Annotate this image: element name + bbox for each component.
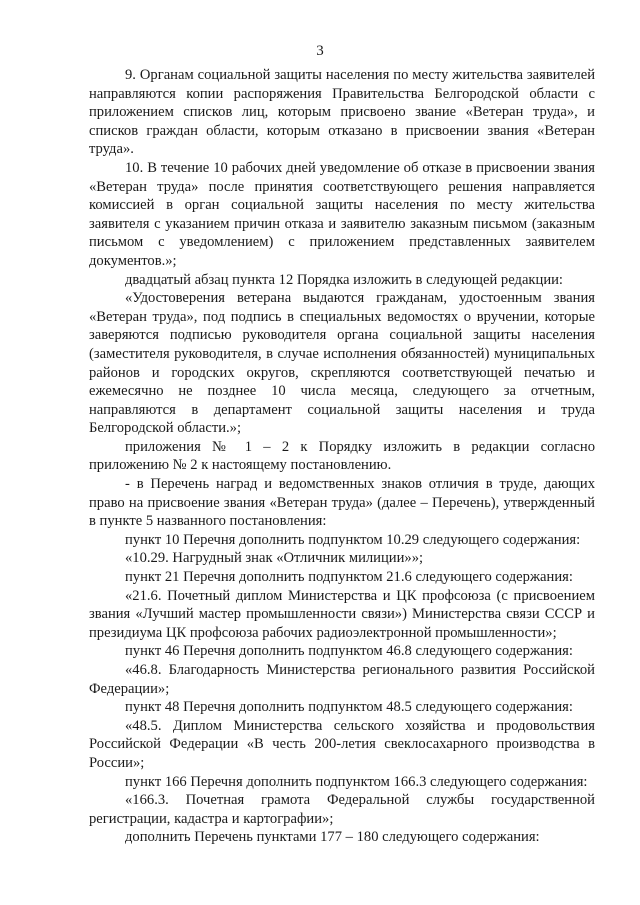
paragraph-subpoint-166-3: «166.3. Почетная грамота Федеральной службы государственной регистрации, кадастра и картографии»;	[89, 792, 595, 827]
paragraph-point-166: пункт 166 Перечня дополнить подпунктом 166.3 следующего содержания:	[125, 773, 588, 790]
paragraph-point-10: пункт 10 Перечня дополнить подпунктом 10.29 следующего содержания:	[125, 531, 581, 548]
paragraph-subpoint-46-8: «46.8. Благодарность Министерства регионального развития Российской Федерации»;	[89, 662, 595, 697]
paragraph-points-177-180: дополнить Перечень пунктами 177 – 180 следующего содержания:	[125, 829, 540, 846]
paragraph-point-48: пункт 48 Перечня дополнить подпунктом 48.5 следующего содержания:	[125, 699, 573, 716]
paragraph-subpoint-48-5: «48.5. Диплом Министерства сельского хозяйства и продовольствия Российской Федерации «В честь 200-летия свеклосахарного производства в России»;	[89, 717, 595, 771]
paragraph-appendices: приложения № 1 – 2 к Порядку изложить в редакции согласно приложению № 2 к настоящему постановлению.	[89, 438, 595, 474]
paragraph-item-10: 10. В течение 10 рабочих дней уведомление об отказе в присвоении звания «Ветеран труда» после принятия соответствующего решения направляется комиссией в орган социальной защиты населения по месту жительства заявителя с указанием причин отказа и заявителю заказным письмом (заказным письмом с уведомлением) с приложением представленных заявителем документов.»;	[89, 159, 595, 269]
document-body	[89, 66, 595, 847]
paragraph-amend-point-12: двадцатый абзац пункта 12 Порядка изложить в следующей редакции:	[125, 271, 563, 288]
paragraph-awards-list: - в Перечень наград и ведомственных знаков отличия в труде, дающих право на присвоение звания «Ветеран труда» (далее – Перечень), утвержденный в пункте 5 названного постановления:	[89, 476, 595, 530]
page-number: 3	[316, 43, 324, 59]
paragraph-point-46: пункт 46 Перечня дополнить подпунктом 46.8 следующего содержания:	[125, 643, 573, 660]
paragraph-subpoint-10-29: «10.29. Нагрудный знак «Отличник милиции»»;	[125, 550, 424, 567]
paragraph-subpoint-21-6: «21.6. Почетный диплом Министерства и ЦК профсоюза (с присвоением звания «Лучший мастер промышленности связи») Министерства связи СССР и президиума ЦК профсоюза рабочих радиоэлектронной промышленности»;	[89, 587, 595, 641]
paragraph-veteran-certificates: «Удостоверения ветерана выдаются гражданам, удостоенным звания «Ветеран труда», под подпись в специальных ведомостях о вручении, которые заверяются подписью руководителя органа социальной защиты населения (заместителя руководителя, в случае исполнения обязанностей) муниципальных районов и городских округов, скрепляются соответствующей печатью и ежемесячно не позднее 10 числа месяца, следующего за отчетным, направляются в департамент социальной защиты населения и труда Белгородской области.»;	[89, 290, 595, 437]
paragraph-item-9: 9. Органам социальной защиты населения по месту жительства заявителей направляются копии распоряжения Правительства Белгородской области с приложением списков лиц, которым присвоено звание «Ветеран труда», и списков граждан области, которым отказано в присвоении звания «Ветеран труда».	[89, 67, 595, 158]
paragraph-point-21: пункт 21 Перечня дополнить подпунктом 21.6 следующего содержания:	[125, 569, 573, 586]
